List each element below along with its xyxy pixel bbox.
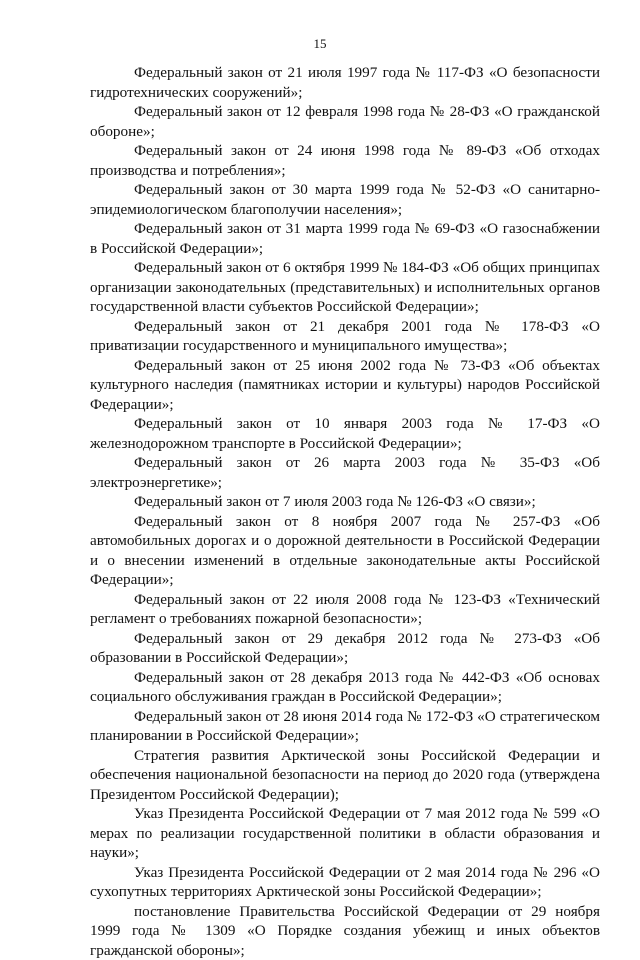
arctic-strategy-item: Стратегия развития Арктической зоны Российской Федерации и обеспечения национальной безопасности на период до 2020 года (утверждена Президентом Российской Федерации); <box>90 746 600 805</box>
law-item-89-fz: Федеральный закон от 24 июня 1998 года № 89-ФЗ «Об отходах производства и потребления»; <box>90 141 600 180</box>
law-item-273-fz: Федеральный закон от 29 декабря 2012 года № 273-ФЗ «Об образовании в Российской Федерации»; <box>90 629 600 668</box>
law-item-123-fz: Федеральный закон от 22 июля 2008 года № 123-ФЗ «Технический регламент о требованиях пожарной безопасности»; <box>90 590 600 629</box>
law-item-442-fz: Федеральный закон от 28 декабря 2013 года № 442-ФЗ «Об основах социального обслуживания граждан в Российской Федерации»; <box>90 668 600 707</box>
page-number: 15 <box>0 36 640 52</box>
law-item-73-fz: Федеральный закон от 25 июня 2002 года № 73-ФЗ «Об объектах культурного наследия (памятниках истории и культуры) народов Российской Федерации»; <box>90 356 600 415</box>
law-item-172-fz: Федеральный закон от 28 июня 2014 года № 172-ФЗ «О стратегическом планировании в Российской Федерации»; <box>90 707 600 746</box>
law-item-17-fz: Федеральный закон от 10 января 2003 года № 17-ФЗ «О железнодорожном транспорте в Российской Федерации»; <box>90 414 600 453</box>
law-item-52-fz: Федеральный закон от 30 марта 1999 года № 52-ФЗ «О санитарно-эпидемиологическом благополучии населения»; <box>90 180 600 219</box>
law-item-35-fz: Федеральный закон от 26 марта 2003 года № 35-ФЗ «Об электроэнергетике»; <box>90 453 600 492</box>
law-item-117-fz: Федеральный закон от 21 июля 1997 года № 117-ФЗ «О безопасности гидротехнических сооружений»; <box>90 63 600 102</box>
law-item-178-fz: Федеральный закон от 21 декабря 2001 года № 178-ФЗ «О приватизации государственного и муниципального имущества»; <box>90 317 600 356</box>
law-item-257-fz: Федеральный закон от 8 ноября 2007 года № 257-ФЗ «Об автомобильных дорогах и о дорожной деятельности в Российской Федерации и о внесении изменений в отдельные законодательные акты Российской Федерации»; <box>90 512 600 590</box>
law-item-69-fz: Федеральный закон от 31 марта 1999 года № 69-ФЗ «О газоснабжении в Российской Федерации»; <box>90 219 600 258</box>
law-item-184-fz: Федеральный закон от 6 октября 1999 № 184-ФЗ «Об общих принципах организации законодательных (представительных) и исполнительных органов государственной власти субъектов Российской Федерации»; <box>90 258 600 317</box>
decree-296-item: Указ Президента Российской Федерации от 2 мая 2014 года № 296 «О сухопутных территориях Арктической зоны Российской Федерации»; <box>90 863 600 902</box>
law-item-126-fz: Федеральный закон от 7 июля 2003 года № 126-ФЗ «О связи»; <box>90 492 600 512</box>
decree-599-item: Указ Президента Российской Федерации от 7 мая 2012 года № 599 «О мерах по реализации государственной политики в области образования и науки»; <box>90 804 600 863</box>
resolution-1309-item: постановление Правительства Российской Федерации от 29 ноября 1999 года № 1309 «О Порядке создания убежищ и иных объектов гражданской обороны»; <box>90 902 600 960</box>
document-body <box>90 63 600 960</box>
law-item-28-fz: Федеральный закон от 12 февраля 1998 года № 28-ФЗ «О гражданской обороне»; <box>90 102 600 141</box>
